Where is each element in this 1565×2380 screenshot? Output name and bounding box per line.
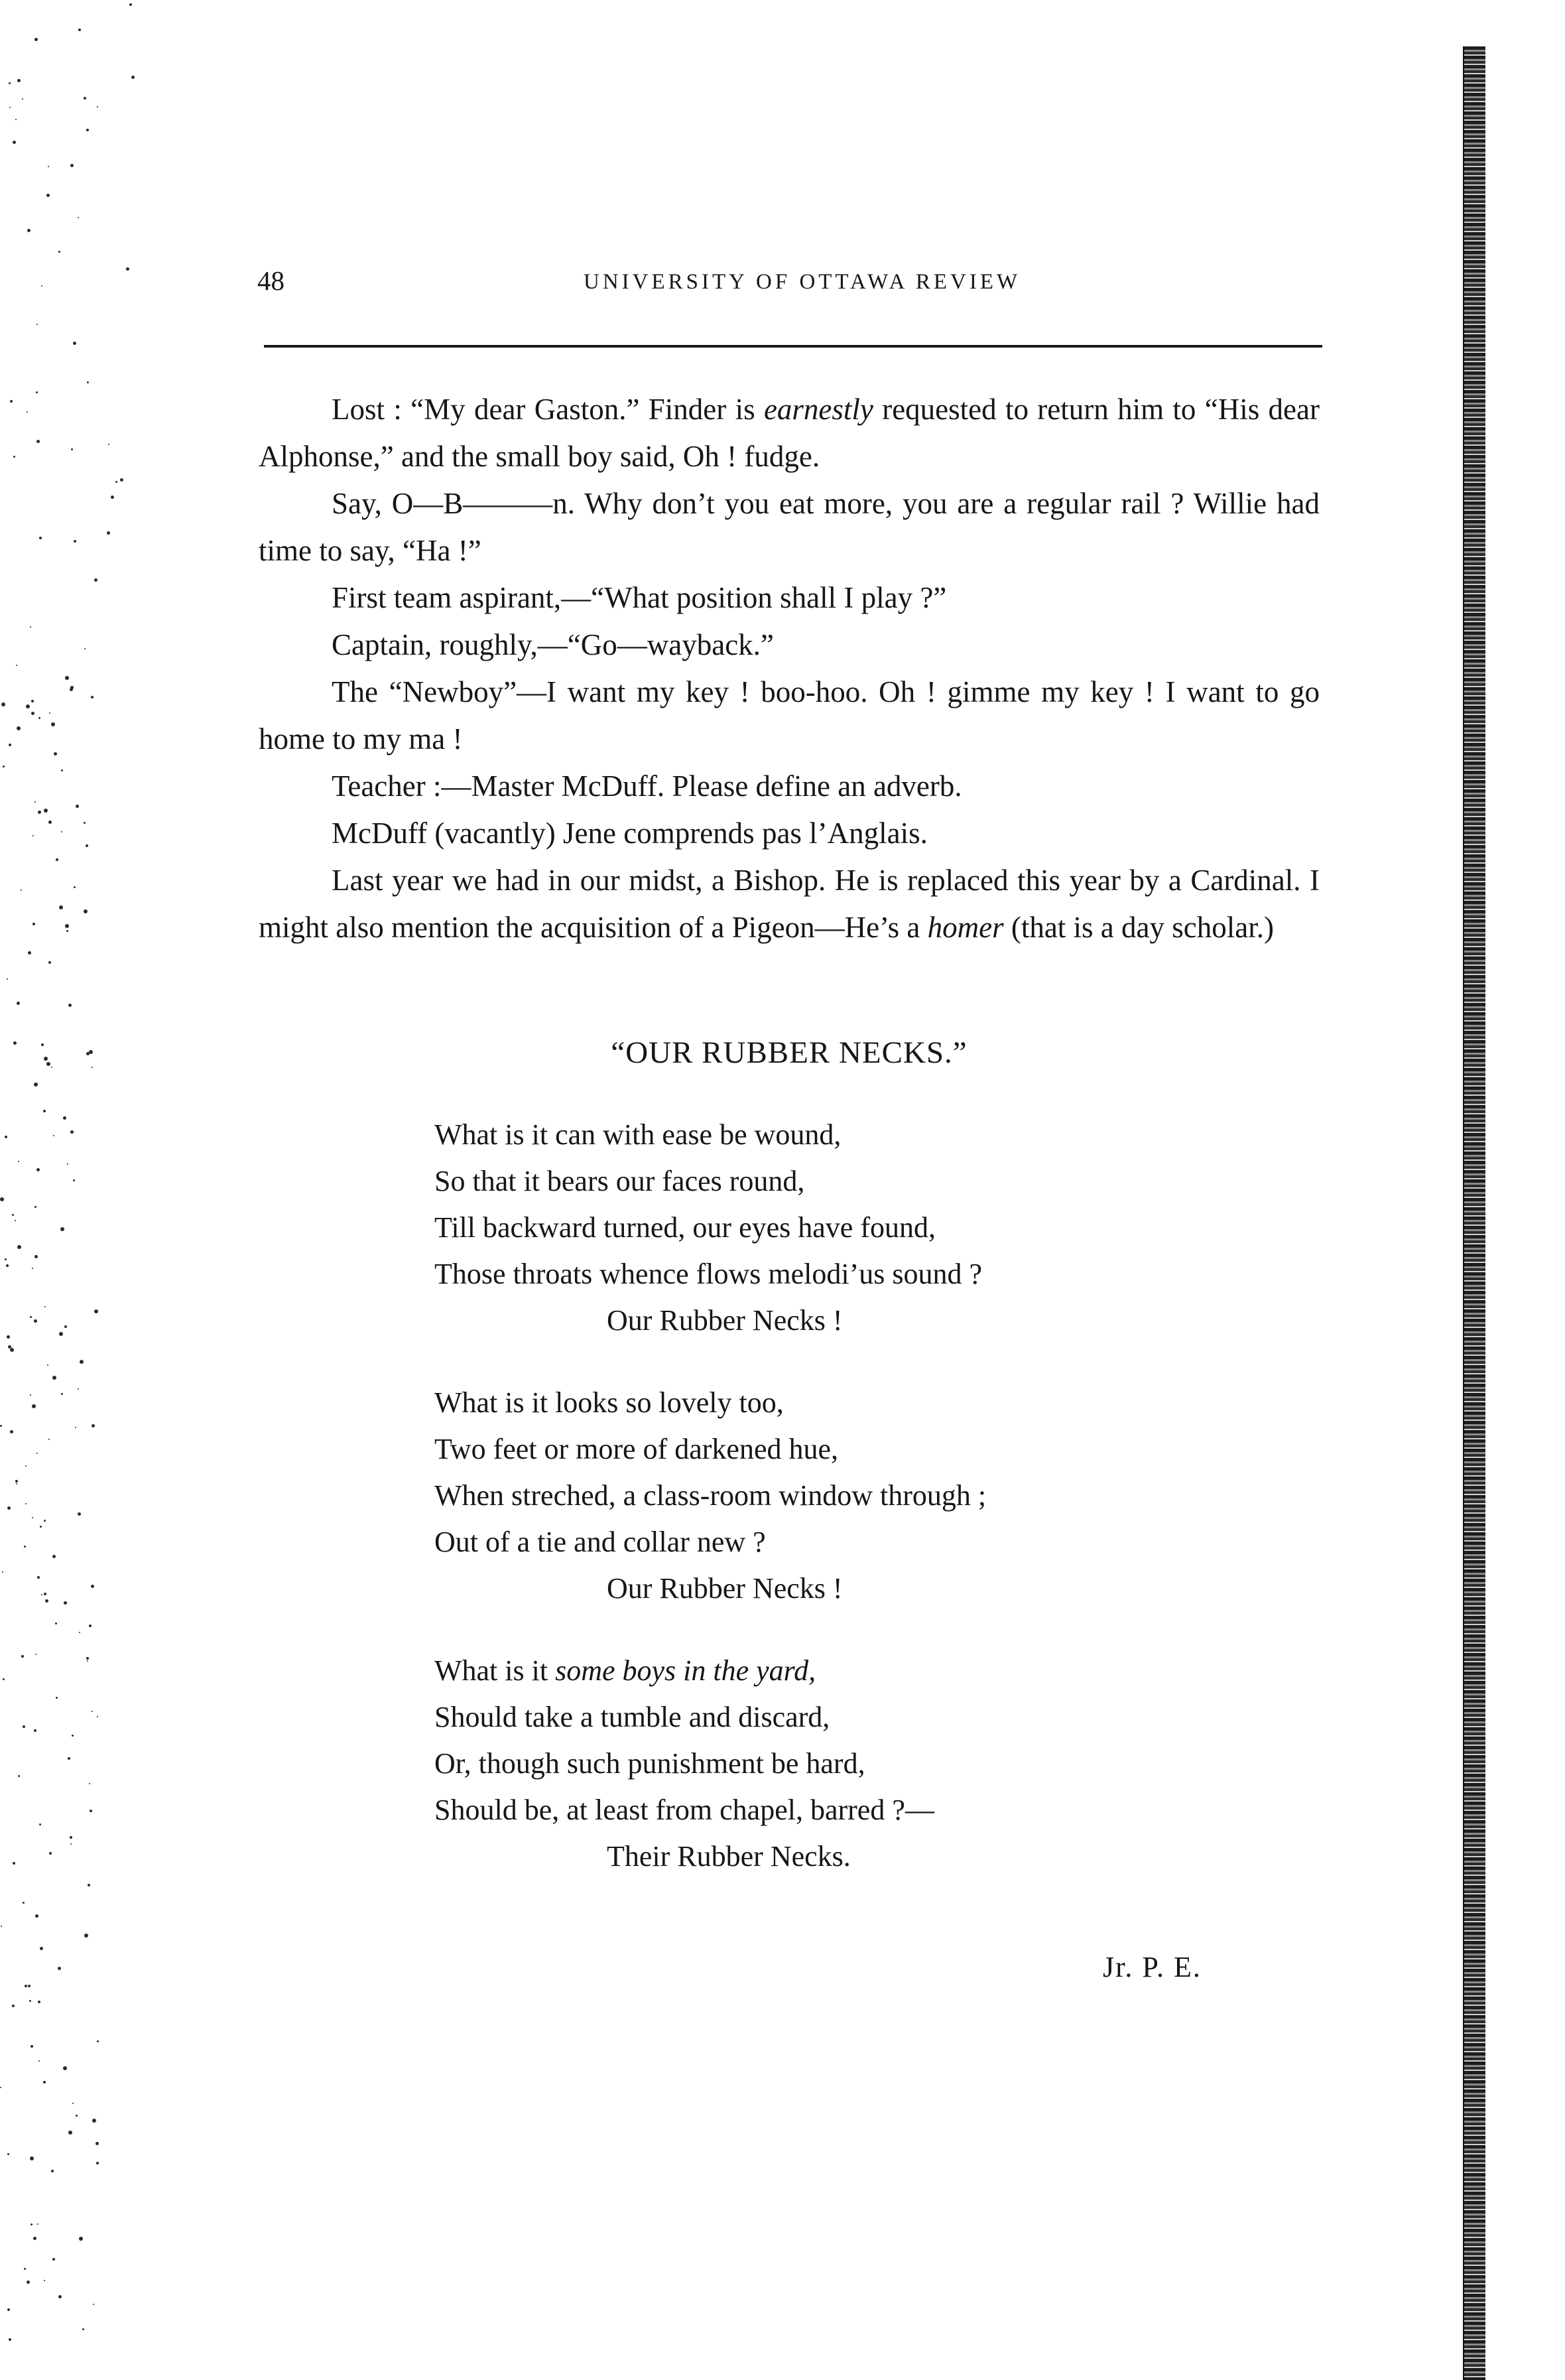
speck	[17, 1002, 20, 1005]
stanza-2	[434, 1380, 1296, 1612]
speck	[36, 1168, 40, 1171]
speck	[79, 1632, 80, 1633]
speck	[41, 1043, 44, 1046]
text-run: Out of a tie and collar new ?	[434, 1526, 766, 1558]
speck	[88, 1884, 90, 1886]
italic-text: homer	[927, 911, 1004, 944]
speck	[27, 229, 31, 232]
speck	[44, 1057, 48, 1061]
speck	[70, 1836, 72, 1839]
speck	[86, 129, 89, 131]
text-run: Say, O—B———n. Why don’t you eat more, you are a regular rail ? Willie had time to say, “Ha !”	[259, 487, 1320, 567]
text-run: When streched, a class-room window through ;	[434, 1479, 987, 1512]
italic-text: earnestly	[763, 393, 873, 426]
speck	[59, 905, 63, 909]
poem-line	[434, 1205, 1296, 1251]
speck	[10, 1348, 14, 1352]
speck	[49, 712, 50, 714]
speck	[13, 456, 15, 458]
poem-line	[434, 1158, 1296, 1205]
poem-title: “OUR RUBBER NECKS.”	[611, 1035, 968, 1070]
speck	[84, 648, 86, 649]
speck	[53, 1135, 54, 1136]
speck	[34, 801, 36, 803]
speck	[86, 844, 88, 847]
speck	[18, 1161, 19, 1162]
speck	[91, 1585, 94, 1588]
speck	[49, 1852, 52, 1855]
speck	[63, 1116, 66, 1120]
speck	[84, 1934, 88, 1938]
speck	[55, 1622, 57, 1624]
speck	[87, 1660, 88, 1662]
speck	[67, 1163, 68, 1165]
speck	[38, 811, 41, 814]
speck	[17, 726, 21, 730]
speck	[82, 2328, 84, 2330]
text-run: Teacher :—Master McDuff. Please define an adverb.	[332, 769, 962, 803]
speck	[70, 1130, 74, 1134]
paragraph	[259, 386, 1320, 480]
speck	[9, 2338, 11, 2341]
text-run: Or, though such punishment be hard,	[434, 1747, 865, 1780]
speck	[111, 496, 114, 499]
text-run: First team aspirant,—“What position shall I play ?”	[332, 581, 947, 614]
speck	[30, 626, 31, 628]
speck	[40, 1947, 43, 1950]
speck	[84, 822, 86, 824]
speck	[87, 381, 89, 383]
speck	[89, 1624, 92, 1627]
speck	[31, 2045, 33, 2048]
speck	[1, 702, 5, 706]
speck	[64, 1601, 67, 1605]
speck	[36, 324, 38, 325]
speck	[25, 1985, 27, 1987]
speck	[107, 531, 110, 535]
speck	[6, 1264, 9, 1267]
speck	[84, 97, 86, 99]
speck	[16, 1483, 17, 1485]
speck	[34, 1083, 38, 1087]
speck	[38, 2001, 40, 2003]
speck	[76, 805, 79, 808]
poem-refrain	[434, 1297, 1296, 1344]
speck	[9, 107, 11, 108]
speck	[51, 2170, 54, 2172]
speck	[78, 217, 79, 218]
speck	[56, 1697, 58, 1699]
book-spine	[1464, 46, 1485, 2380]
speck	[56, 858, 58, 861]
text-run: Captain, roughly,—“Go—wayback.”	[332, 628, 774, 661]
speck	[34, 38, 38, 41]
speck	[23, 1725, 25, 1728]
speck	[13, 1041, 17, 1045]
header-rule	[264, 345, 1322, 348]
speck	[24, 1546, 26, 1548]
running-head: UNIVERSITY OF OTTAWA REVIEW	[584, 270, 1021, 294]
speck	[61, 1393, 63, 1395]
paragraph	[259, 763, 1320, 810]
speck	[34, 1255, 38, 1258]
poem-line	[434, 1112, 1296, 1158]
speck	[61, 769, 63, 771]
speck	[41, 285, 42, 287]
speck	[7, 1335, 10, 1339]
speck	[76, 2115, 78, 2117]
speck	[1, 1926, 2, 1927]
speck	[3, 765, 5, 767]
speck	[41, 1594, 42, 1595]
speck	[72, 1735, 74, 1737]
speck	[36, 440, 40, 443]
speck	[44, 1593, 46, 1595]
speck	[46, 194, 50, 197]
speck	[92, 1711, 93, 1712]
speck	[0, 1425, 2, 1427]
speck	[13, 1862, 15, 1865]
speck	[31, 700, 34, 702]
speck	[2, 1571, 3, 1573]
speck	[32, 835, 34, 836]
speck	[68, 2131, 72, 2135]
speck	[30, 1316, 32, 1318]
speck	[12, 1214, 14, 1216]
speck	[126, 267, 129, 271]
paragraph	[259, 669, 1320, 763]
speck	[30, 2156, 34, 2160]
text-run: (that is a day scholar.)	[1003, 911, 1274, 944]
speck	[17, 1245, 21, 1249]
speck	[0, 1197, 4, 1201]
speck	[95, 2142, 99, 2145]
speck	[54, 752, 57, 756]
speck	[97, 1716, 98, 1717]
speck	[5, 1258, 7, 1260]
text-run: Lost : “My dear Gaston.” Finder is	[332, 393, 764, 426]
speck	[15, 1480, 18, 1483]
text-run: Two feet or more of darkened hue,	[434, 1433, 838, 1465]
speck	[38, 2060, 40, 2062]
speck	[86, 1657, 89, 1660]
speck	[33, 2237, 36, 2240]
stanza-1	[434, 1112, 1296, 1344]
speck	[22, 98, 23, 99]
text-run: What is it looks so lovely too,	[434, 1386, 784, 1419]
poem-line	[434, 1519, 1296, 1565]
speck	[68, 1757, 70, 1760]
speck	[48, 821, 52, 824]
speck	[93, 2304, 94, 2305]
speck	[43, 2081, 46, 2083]
poem-refrain	[434, 1565, 1296, 1612]
text-run: What is it	[434, 1654, 556, 1687]
speck	[92, 1424, 95, 1427]
speck	[59, 1332, 63, 1336]
text-run: So that it bears our faces round,	[434, 1165, 805, 1197]
speck	[70, 1843, 72, 1845]
speck	[24, 2268, 26, 2270]
speck	[38, 717, 40, 719]
speck	[3, 1678, 5, 1680]
speck	[90, 1810, 92, 1812]
speck	[51, 722, 55, 726]
poem-line	[434, 1787, 1296, 1833]
speck	[32, 923, 35, 925]
text-run: Those throats whence flows melodi’us sound ?	[434, 1258, 983, 1290]
speck	[15, 1220, 16, 1221]
speck	[16, 665, 17, 666]
paragraph	[259, 622, 1320, 669]
stanza-3	[434, 1648, 1296, 1880]
speck	[31, 712, 34, 715]
speck	[120, 478, 123, 482]
speck	[7, 2308, 10, 2311]
speck	[51, 1067, 52, 1068]
speck	[27, 411, 28, 413]
speck	[92, 1067, 93, 1068]
speck	[9, 744, 11, 746]
speck	[63, 2066, 67, 2070]
text-run: What is it can with ease be wound,	[434, 1118, 842, 1151]
speck	[40, 1526, 42, 1528]
speck	[30, 1394, 31, 1396]
speck	[43, 1110, 46, 1112]
speck	[97, 106, 98, 107]
speck	[15, 119, 17, 120]
speck	[36, 391, 38, 393]
text-run: Till backward turned, our eyes have found,	[434, 1211, 936, 1244]
speck	[131, 76, 135, 79]
text-run: McDuff (vacantly) Jene comprends pas l’Anglais.	[332, 817, 928, 850]
poem-line	[434, 1473, 1296, 1519]
speck	[66, 930, 68, 932]
speck	[35, 1914, 38, 1918]
speck	[28, 1985, 31, 1987]
speck	[10, 400, 13, 403]
speck	[58, 2295, 62, 2298]
poem-line	[434, 1648, 1296, 1694]
text-run: Should take a tumble and discard,	[434, 1701, 830, 1733]
text-run: The “Newboy”—I want my key ! boo-hoo. Oh ! gimme my key ! I want to go home to my ma !	[259, 675, 1320, 756]
speck	[91, 696, 94, 698]
speck	[73, 342, 76, 345]
poem-line	[434, 1426, 1296, 1473]
speck	[25, 1503, 27, 1504]
speck	[34, 1206, 36, 1208]
speck	[23, 1902, 25, 1904]
speck	[46, 1062, 50, 1066]
text-run: Our Rubber Necks !	[607, 1572, 843, 1605]
speck	[7, 1506, 11, 1510]
speck	[44, 809, 48, 813]
speck	[52, 2258, 55, 2261]
prose-section	[259, 386, 1320, 951]
speck	[0, 2087, 1, 2088]
speck	[32, 1404, 36, 1408]
speck	[12, 2005, 15, 2007]
speck	[9, 82, 11, 84]
paragraph	[259, 857, 1320, 951]
speck	[48, 961, 51, 964]
speck	[26, 704, 30, 708]
speck	[37, 1576, 40, 1579]
speck	[45, 1599, 48, 1603]
speck	[39, 1823, 41, 1825]
speck	[74, 886, 76, 888]
speck	[78, 1388, 79, 1390]
speck	[35, 1654, 36, 1655]
speck	[115, 481, 117, 483]
speck	[60, 1227, 64, 1231]
speck	[68, 1004, 72, 1007]
speck	[108, 444, 109, 445]
paragraph	[259, 574, 1320, 622]
speck	[34, 1729, 36, 1732]
text-run: Our Rubber Necks !	[607, 1304, 843, 1337]
author-signature: Jr. P. E.	[1103, 1951, 1202, 1983]
speck	[34, 1319, 37, 1323]
poem-refrain	[434, 1833, 1296, 1880]
speck	[36, 1453, 38, 1454]
speck	[5, 1136, 7, 1138]
speck	[129, 3, 132, 6]
text-run: requested to return him to “His dear Alphonse,” and the small boy said, Oh ! fudge.	[259, 393, 1320, 473]
speck	[94, 578, 97, 582]
speck	[7, 978, 8, 980]
speck	[84, 909, 88, 913]
speck	[73, 1179, 75, 1181]
speck	[89, 1050, 93, 1054]
speck	[52, 1376, 56, 1380]
speck	[37, 2223, 38, 2225]
speck	[72, 2103, 74, 2104]
speck	[79, 2237, 83, 2241]
speck	[58, 1967, 61, 1970]
speck	[70, 688, 73, 691]
speck	[44, 2280, 45, 2281]
speck	[78, 1512, 81, 1516]
speck	[28, 951, 31, 955]
speck	[44, 1306, 46, 1307]
speck	[74, 540, 76, 543]
scan-speckle	[0, 0, 146, 2380]
speck	[21, 890, 22, 891]
speck	[92, 2119, 96, 2123]
speck	[71, 448, 73, 450]
speck	[47, 1364, 48, 1366]
speck	[48, 166, 49, 167]
speck	[97, 2040, 99, 2042]
speck	[65, 924, 69, 928]
speck	[32, 1268, 33, 1269]
text-run: Their Rubber Necks.	[607, 1840, 851, 1873]
speck	[18, 1775, 20, 1777]
page-number: 48	[257, 265, 284, 296]
speck	[10, 1430, 13, 1433]
speck	[96, 2162, 99, 2164]
speck	[29, 2000, 31, 2002]
text-run: Should be, at least from chapel, barred ?—	[434, 1794, 934, 1826]
speck	[78, 29, 81, 31]
speck	[61, 831, 62, 832]
poem-line	[434, 1380, 1296, 1426]
poem-line	[434, 1694, 1296, 1741]
speck	[7, 2153, 9, 2155]
speck	[75, 1427, 76, 1428]
speck	[80, 1360, 84, 1364]
speck	[39, 537, 42, 539]
paragraph	[259, 810, 1320, 857]
speck	[48, 1439, 50, 1440]
speck	[58, 251, 60, 253]
speck	[21, 1655, 24, 1658]
speck	[94, 1309, 98, 1313]
speck	[65, 676, 69, 680]
text-run: Last year we had in our midst, a Bishop. He is replaced this year by a Cardinal. I might also mention the acquisition of a Pigeon—He’s a	[259, 864, 1320, 944]
speck	[32, 1517, 33, 1518]
paragraph	[259, 480, 1320, 574]
speck	[64, 1325, 67, 1328]
speck	[52, 1555, 56, 1558]
speck	[70, 164, 74, 167]
speck	[44, 1520, 46, 1522]
poem-line	[434, 1251, 1296, 1297]
speck	[31, 2223, 32, 2225]
speck	[27, 2281, 30, 2284]
poem-line	[434, 1741, 1296, 1787]
speck	[17, 79, 21, 82]
speck	[25, 1465, 27, 1467]
speck	[13, 141, 16, 144]
speck	[89, 1783, 90, 1784]
italic-text: some boys in the yard,	[555, 1654, 816, 1687]
